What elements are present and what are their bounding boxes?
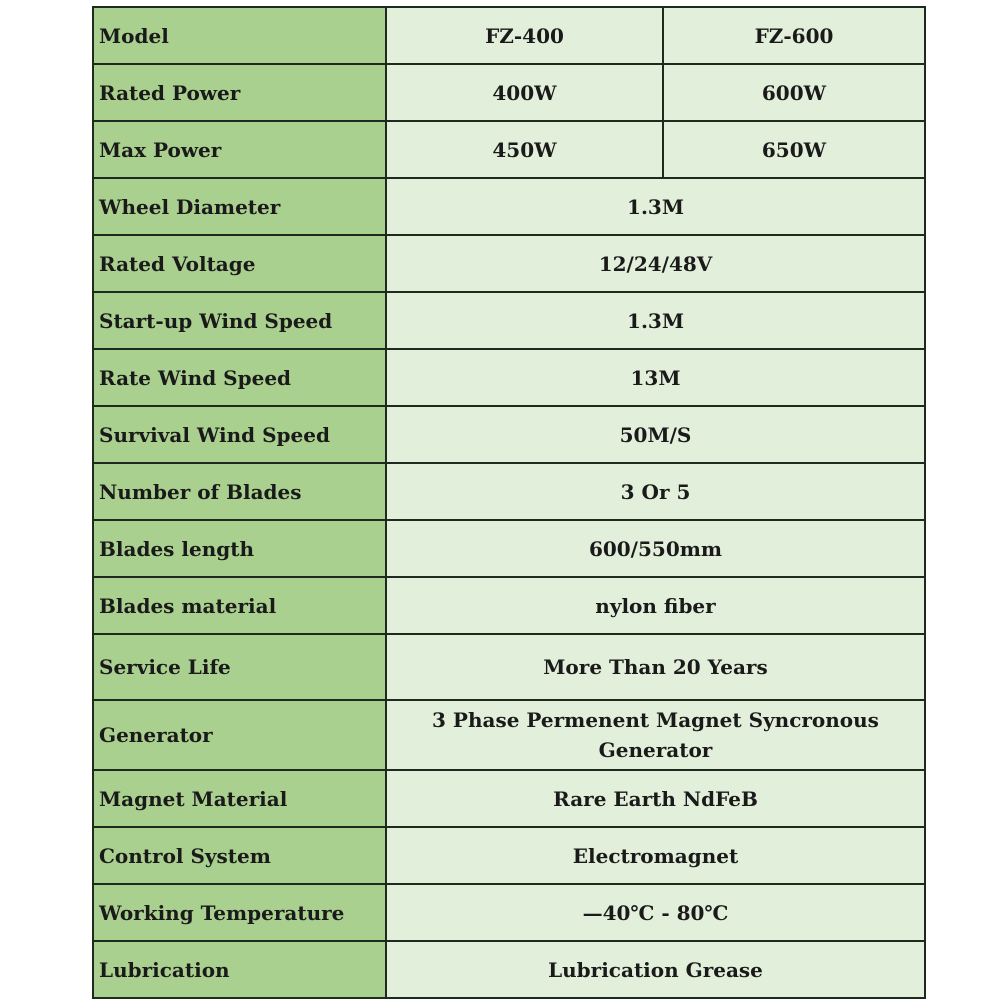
model-fz600-value: FZ-600 [663, 7, 925, 64]
max-power-fz600-value: 650W [663, 121, 925, 178]
row-label-survival-wind-speed: Survival Wind Speed [93, 406, 386, 463]
row-label-number-of-blades: Number of Blades [93, 463, 386, 520]
generator-value-line1: 3 Phase Permenent Magnet Syncronous [432, 708, 879, 732]
table-row-service-life [93, 634, 925, 700]
service-life-value: More Than 20 Years [386, 634, 925, 700]
wheel-diameter-value: 1.3M [386, 178, 925, 235]
generator-value [386, 700, 925, 770]
startup-wind-speed-value: 1.3M [386, 292, 925, 349]
table-row-control-system [93, 827, 925, 884]
blades-length-value: 600/550mm [386, 520, 925, 577]
table-row-wheel-diameter [93, 178, 925, 235]
row-label-rate-wind-speed: Rate Wind Speed [93, 349, 386, 406]
blades-material-value: nylon fiber [386, 577, 925, 634]
table-row-max-power [93, 121, 925, 178]
table-row-startup-wind-speed [93, 292, 925, 349]
generator-value-line2: Generator [598, 738, 713, 762]
rated-voltage-value: 12/24/48V [386, 235, 925, 292]
row-label-startup-wind-speed: Start-up Wind Speed [93, 292, 386, 349]
table-row-working-temperature [93, 884, 925, 941]
row-label-magnet-material: Magnet Material [93, 770, 386, 827]
table-row-rated-power [93, 64, 925, 121]
row-label-control-system: Control System [93, 827, 386, 884]
spec-table [92, 6, 926, 999]
table-row-magnet-material [93, 770, 925, 827]
table-row-lubrication [93, 941, 925, 998]
row-label-wheel-diameter: Wheel Diameter [93, 178, 386, 235]
model-fz400-value: FZ-400 [386, 7, 663, 64]
rate-wind-speed-value: 13M [386, 349, 925, 406]
row-label-generator: Generator [93, 700, 386, 770]
table-row-number-of-blades [93, 463, 925, 520]
row-label-rated-voltage: Rated Voltage [93, 235, 386, 292]
table-row-blades-material [93, 577, 925, 634]
table-row-rated-voltage [93, 235, 925, 292]
row-label-blades-material: Blades material [93, 577, 386, 634]
row-label-blades-length: Blades length [93, 520, 386, 577]
working-temperature-value: —40℃ - 80℃ [386, 884, 925, 941]
table-row-rate-wind-speed [93, 349, 925, 406]
rated-power-fz600-value: 600W [663, 64, 925, 121]
number-of-blades-value: 3 Or 5 [386, 463, 925, 520]
survival-wind-speed-value: 50M/S [386, 406, 925, 463]
row-label-lubrication: Lubrication [93, 941, 386, 998]
row-label-service-life: Service Life [93, 634, 386, 700]
control-system-value: Electromagnet [386, 827, 925, 884]
max-power-fz400-value: 450W [386, 121, 663, 178]
row-label-rated-power: Rated Power [93, 64, 386, 121]
table-row-survival-wind-speed [93, 406, 925, 463]
row-label-working-temperature: Working Temperature [93, 884, 386, 941]
lubrication-value: Lubrication Grease [386, 941, 925, 998]
row-label-max-power: Max Power [93, 121, 386, 178]
table-row-blades-length [93, 520, 925, 577]
row-label-model: Model [93, 7, 386, 64]
table-row-model [93, 7, 925, 64]
magnet-material-value: Rare Earth NdFeB [386, 770, 925, 827]
table-row-generator [93, 700, 925, 770]
rated-power-fz400-value: 400W [386, 64, 663, 121]
